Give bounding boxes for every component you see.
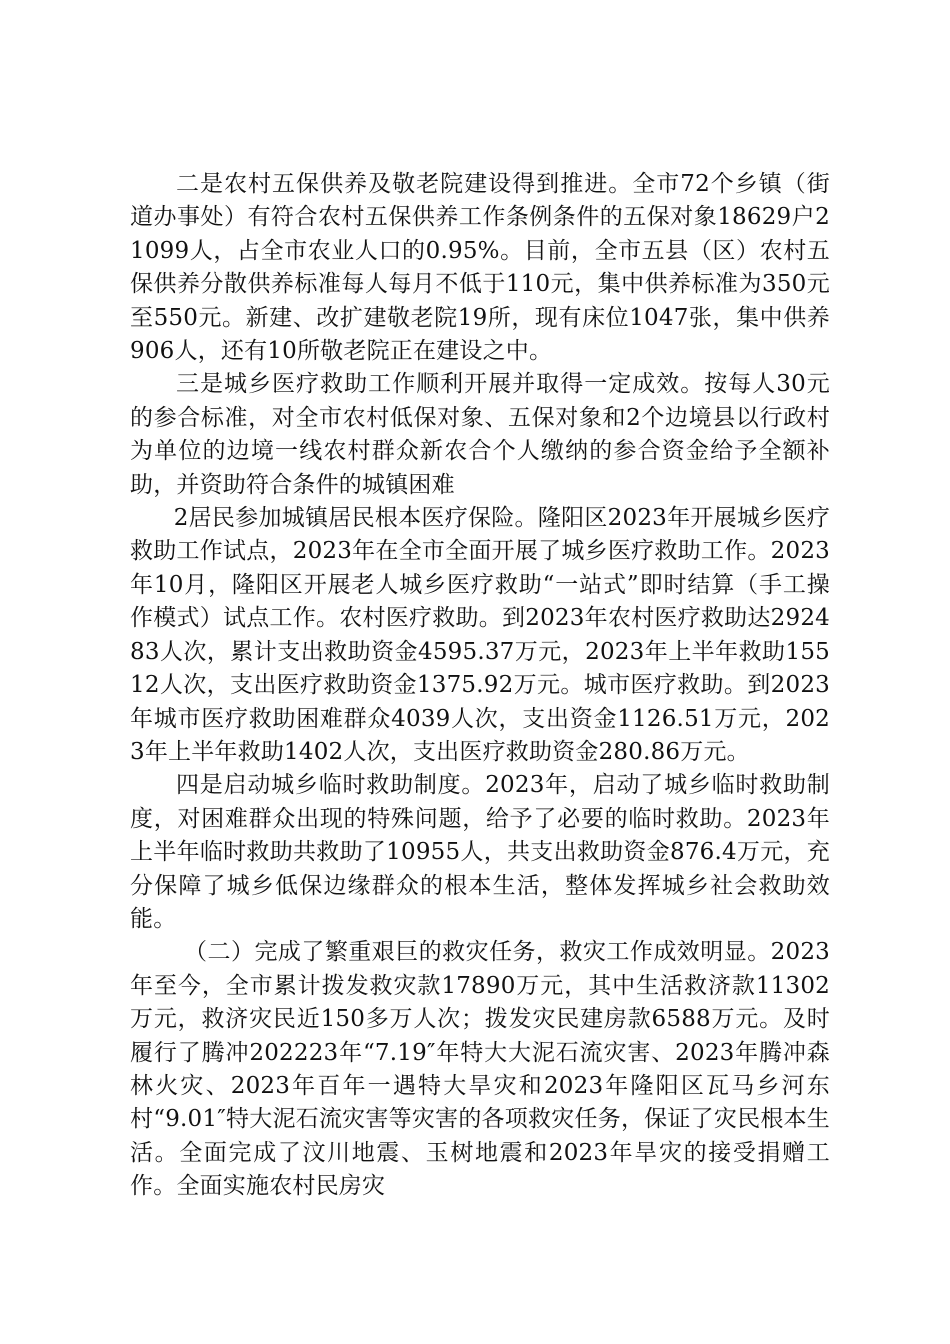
- paragraph-wubao: 二是农村五保供养及敬老院建设得到推进。全市72个乡镇（街道办事处）有符合农村五保供养工作条例条件的五保对象18629户21099人，占全市农业人口的0.95%。目前，全市五县（区）农村五保供养分散供养标准每人每月不低于110元，集中供养标准为350元至550元。新建、改扩建敬老院19所，现有床位1047张，集中供养906人，还有10所敬老院正在建设之中。: [130, 171, 830, 365]
- paragraph-urban-insurance: 2居民参加城镇居民根本医疗保险。隆阳区2023年开展城乡医疗救助工作试点，2023年在全市全面开展了城乡医疗救助工作。2023年10月，隆阳区开展老人城乡医疗救助“一站式”即时结算（手工操作模式）试点工作。农村医疗救助。到2023年农村医疗救助达292483人次，累计支出救助资金4595.37万元，2023年上半年救助15512人次，支出医疗救助资金1375.92万元。城市医疗救助。到2023年城市医疗救助困难群众4039人次，支出资金1126.51万元，2023年上半年救助1402人次，支出医疗救助资金280.86万元。: [130, 505, 830, 765]
- paragraph-temporary-aid: 四是启动城乡临时救助制度。2023年，启动了城乡临时救助制度，对困难群众出现的特殊问题，给予了必要的临时救助。2023年上半年临时救助共救助了10955人，共支出救助资金876.4万元，充分保障了城乡低保边缘群众的根本生活，整体发挥城乡社会救助效能。: [130, 772, 830, 932]
- document-page: [130, 168, 830, 1204]
- paragraph-medical-aid: 三是城乡医疗救助工作顺利开展并取得一定成效。按每人30元的参合标准，对全市农村低保对象、五保对象和2个边境县以行政村为单位的边境一线农村群众新农合个人缴纳的参合资金给予全额补助，并资助符合条件的城镇困难: [130, 371, 830, 498]
- paragraph-disaster-relief: （二）完成了繁重艰巨的救灾任务，救灾工作成效明显。2023年至今，全市累计拨发救灾款17890万元，其中生活救济款11302万元，救济灾民近150多万人次；拨发灾民建房款6588万元。及时履行了腾冲202223年“7.19″年特大大泥石流灾害、2023年腾冲森林火灾、2023年百年一遇特大旱灾和2023年隆阳区瓦马乡河东村“9.01″特大泥石流灾害等灾害的各项救灾任务，保证了灾民根本生活。全面完成了汶川地震、玉树地震和2023年旱灾的接受捐赠工作。全面实施农村民房灾: [130, 939, 830, 1200]
